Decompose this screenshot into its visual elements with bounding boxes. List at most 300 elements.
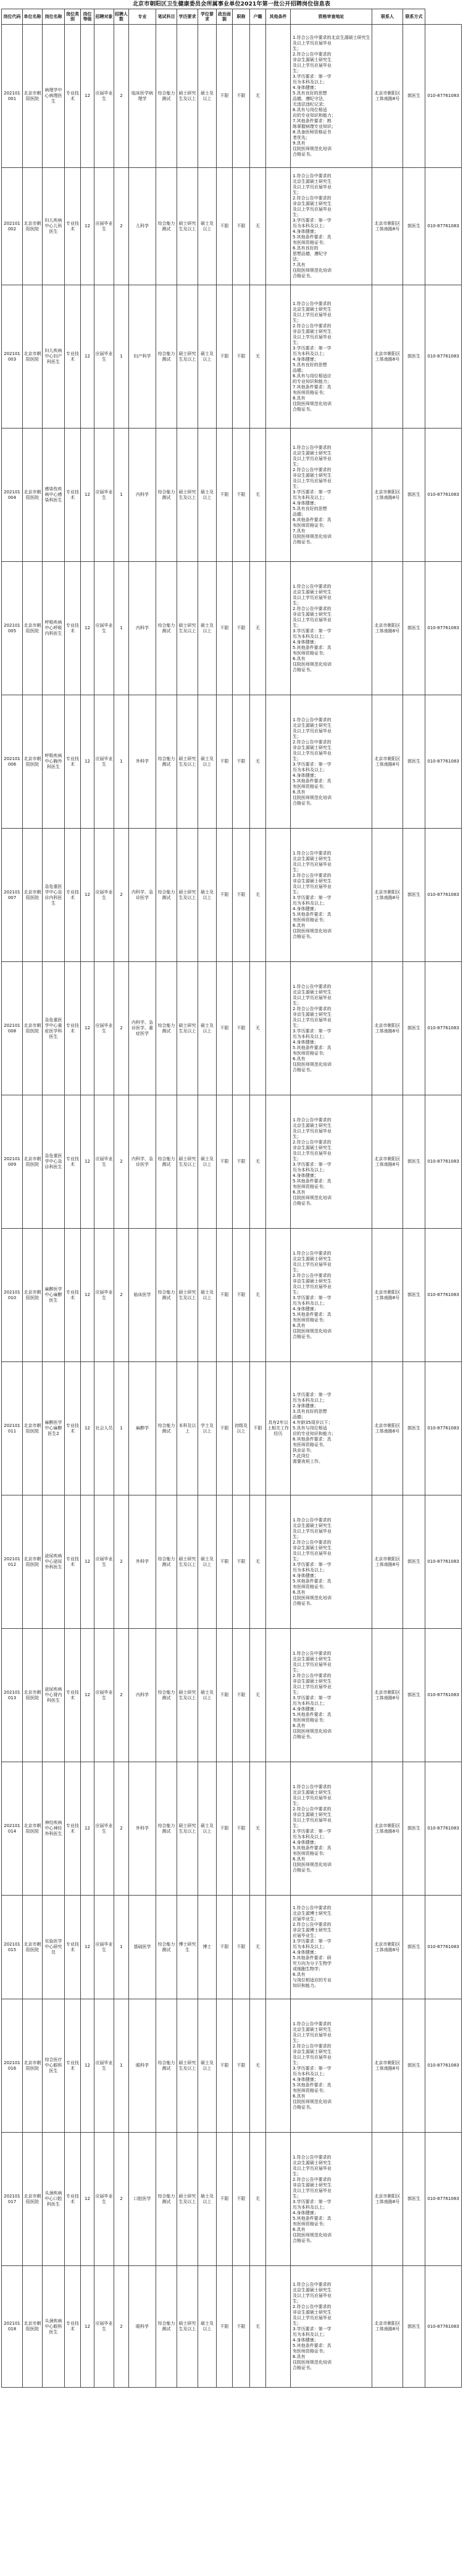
cell-requirements xyxy=(291,695,372,829)
cell-contact-person: 郭医生 xyxy=(403,1896,425,1999)
requirement-line: 知识和能力。 xyxy=(293,1983,319,1988)
requirement-line: 1.符合公告中要求的北京生源硕士研究生 xyxy=(293,35,370,40)
requirement-line: 住院医师规范化培训 xyxy=(293,1595,332,1600)
requirement-line: 5.其他条件要求：具 xyxy=(293,1845,332,1850)
cell-phone: 010-87761083 xyxy=(425,25,462,168)
requirement-line: 非京生源硕士研究生 xyxy=(293,878,332,884)
requirement-line: 合格证书。 xyxy=(293,2104,314,2110)
requirement-line: 5.其他条件要求：具 xyxy=(293,1045,332,1050)
cell-contact-person: 郭医生 xyxy=(403,168,425,285)
requirement-line: 与岗位相适应的专业 xyxy=(293,1978,332,1983)
requirement-line: 合格证书。 xyxy=(293,1734,314,1739)
requirement-line: 1.符合公告中要求的 xyxy=(293,717,332,722)
requirement-line: 及以上学历应届毕业 xyxy=(293,2054,332,2060)
table-row xyxy=(2,1762,462,1896)
requirement-line: 合格证书。 xyxy=(293,2365,314,2370)
cell-unit: 北京市朝阳医院 xyxy=(23,168,43,285)
cell-address: 北京市朝阳区工体南路8号 xyxy=(372,1095,403,1229)
cell-code: 202101001 xyxy=(2,25,23,168)
cell-count: 1 xyxy=(114,429,129,562)
requirement-line: 4.身体健康； xyxy=(293,356,319,362)
requirement-line: 生； xyxy=(293,1022,301,1028)
cell-address: 北京市朝阳区工体南路8号 xyxy=(372,285,403,429)
table-row xyxy=(2,2133,462,2266)
cell-education: 硕士研究生及以上 xyxy=(177,2133,198,2266)
requirement-line: 1.符合公告中要求的 xyxy=(293,2282,332,2287)
header-target: 招聘对象 xyxy=(94,9,114,25)
cell-post: 妇儿疾病中心儿科医生 xyxy=(43,168,65,285)
requirement-line: 历为本科及以上； xyxy=(293,1300,327,1306)
requirement-line: 非京生源硕士研究生 xyxy=(293,1545,332,1550)
requirement-line: 及以上学历应届毕业 xyxy=(293,40,332,46)
cell-post: 感染性疾病中心感染科医生 xyxy=(43,429,65,562)
requirement-line: 6.其他条件要求：具 xyxy=(293,517,332,522)
requirement-line: 9.具有 xyxy=(293,140,306,146)
cell-other xyxy=(266,1896,291,1999)
header-major: 专业 xyxy=(129,9,156,25)
requirement-line: 5.其他条件要求：具 xyxy=(293,911,332,917)
cell-other xyxy=(266,2133,291,2266)
requirement-line: 1.符合公告中要求的 xyxy=(293,1117,332,1123)
requirement-line: 7.此岗位 xyxy=(293,1453,310,1458)
cell-type: 专业技术 xyxy=(65,429,81,562)
cell-exam: 综合能力测试 xyxy=(156,829,177,962)
cell-code: 202101009 xyxy=(2,1095,23,1229)
header-level: 岗位等级 xyxy=(81,9,94,25)
requirement-line: 合格证书。 xyxy=(293,800,314,806)
requirement-line: 历为本科及以上； xyxy=(293,495,327,500)
cell-level: 12 xyxy=(81,168,94,285)
cell-requirements xyxy=(291,1495,372,1629)
requirement-line: 2.符合公告中要求的 xyxy=(293,1539,332,1545)
requirement-line: 住院医师规范化培训 xyxy=(293,533,332,539)
requirement-line: 生； xyxy=(293,68,301,73)
cell-level: 12 xyxy=(81,1999,94,2133)
table-row xyxy=(2,829,462,962)
cell-other xyxy=(266,1495,291,1629)
requirement-line: 生； xyxy=(293,1289,301,1295)
cell-politics: 不限 xyxy=(217,429,233,562)
requirement-line: 3.具有良好的思想 xyxy=(293,1409,327,1414)
requirement-line: 有医师资格证书； xyxy=(293,1717,327,1723)
cell-major: 临床医学病理学 xyxy=(129,25,156,168)
cell-exam: 综合能力测试 xyxy=(156,1229,177,1362)
requirement-line: 非京生源硕士研究生 xyxy=(293,201,332,206)
requirement-line: 2.符合公告中要求的 xyxy=(293,2043,332,2049)
requirement-line: 5.具有良好的思想 xyxy=(293,506,327,511)
cell-hukou: 无 xyxy=(250,1999,266,2133)
cell-major: 外科学 xyxy=(129,1495,156,1629)
cell-contact-person: 郭医生 xyxy=(403,2133,425,2266)
header-hukou: 户籍 xyxy=(250,9,266,25)
requirement-line: 及以上学历应届毕业 xyxy=(293,1528,332,1534)
cell-count: 1 xyxy=(114,1362,129,1495)
cell-title: 不限 xyxy=(233,1629,250,1762)
cell-degree: 硕士及以上 xyxy=(198,1095,217,1229)
cell-title: 不限 xyxy=(233,2266,250,2388)
requirement-line: 应届毕业生； xyxy=(293,1917,319,1922)
cell-type: 专业技术 xyxy=(65,1896,81,1999)
cell-title: 不限 xyxy=(233,25,250,168)
requirement-line: 6.具有 xyxy=(293,656,306,661)
cell-count: 2 xyxy=(114,829,129,962)
requirement-line: 3.学历要求：第一学 xyxy=(293,489,332,495)
cell-unit: 北京市朝阳医院 xyxy=(23,1495,43,1629)
cell-count: 1 xyxy=(114,1999,129,2133)
cell-title: 不限 xyxy=(233,2133,250,2266)
requirement-line: 4.身体健康； xyxy=(293,2076,319,2082)
cell-education: 硕士研究生及以上 xyxy=(177,1229,198,1362)
cell-major: 麻醉学 xyxy=(129,1362,156,1495)
requirement-line: 非京生源硕士研究生 xyxy=(293,745,332,750)
cell-count: 1 xyxy=(114,1896,129,1999)
recruitment-table xyxy=(1,9,462,2388)
requirement-line: 北京生源硕士研究生 xyxy=(293,856,332,861)
requirement-line: 6.具有 xyxy=(293,2227,306,2232)
cell-requirements xyxy=(291,962,372,1095)
requirement-line: 应的专业知识和能力； xyxy=(293,1431,336,1436)
requirement-line: 及以上学历应届毕业 xyxy=(293,595,332,600)
requirement-line: 住院医师规范化培训 xyxy=(293,268,332,273)
header-unit: 单位名称 xyxy=(23,9,43,25)
requirement-line: 1.符合公告中要求的 xyxy=(293,2154,332,2160)
cell-major: 外科学 xyxy=(129,1762,156,1896)
cell-post: 麻醉医学中心麻醉医生 xyxy=(43,1229,65,1362)
cell-title: 不限 xyxy=(233,1095,250,1229)
cell-major: 儿科学 xyxy=(129,168,156,285)
requirement-line: 住院医师规范化培训 xyxy=(293,2232,332,2238)
requirement-line: 历为本科及以上； xyxy=(293,900,327,906)
cell-phone: 010-87761083 xyxy=(425,1495,462,1629)
requirement-line: 有医师资格证书； xyxy=(293,1584,327,1589)
cell-target: 应届毕业生 xyxy=(94,168,114,285)
cell-address: 北京市朝阳区工体南路8号 xyxy=(372,1495,403,1629)
cell-education: 硕士研究生及以上 xyxy=(177,285,198,429)
requirement-line: 及以上学历应届毕业 xyxy=(293,1261,332,1267)
requirement-line: 合格证书。 xyxy=(293,1200,314,1206)
requirement-line: 品德； xyxy=(293,367,306,373)
requirement-line: 3.学历要求：第一学 xyxy=(293,73,332,79)
cell-education: 硕士研究生及以上 xyxy=(177,1495,198,1629)
cell-target: 应届毕业生 xyxy=(94,2133,114,2266)
cell-title: 不限 xyxy=(233,562,250,695)
requirement-line: 2.符合公告中要求的 xyxy=(293,51,332,57)
requirement-line: 合格证书。 xyxy=(293,1867,314,1873)
cell-unit: 北京市朝阳医院 xyxy=(23,962,43,1095)
cell-hukou: 无 xyxy=(250,285,266,429)
requirement-line: 历为本科及以上； xyxy=(293,767,327,772)
cell-exam: 综合能力测试 xyxy=(156,25,177,168)
cell-count: 2 xyxy=(114,1229,129,1362)
cell-title: 不限 xyxy=(233,1999,250,2133)
requirement-line: 及以上学历应届毕业 xyxy=(293,1550,332,1556)
requirement-line: 品德； xyxy=(293,511,306,517)
cell-target: 社会人员 xyxy=(94,1362,114,1495)
requirement-line: 生； xyxy=(293,600,301,606)
cell-phone: 010-87761083 xyxy=(425,1362,462,1495)
requirement-line: 及以上学历应届毕业 xyxy=(293,312,332,317)
cell-degree: 硕士及以上 xyxy=(198,25,217,168)
cell-address: 北京市朝阳区工体南路8号 xyxy=(372,2133,403,2266)
header-degree: 学位要求 xyxy=(198,9,217,25)
requirement-line: 北京生源硕士研究生 xyxy=(293,589,332,595)
cell-target: 应届毕业生 xyxy=(94,25,114,168)
cell-post: 头颈疾病中心眼科医生 xyxy=(43,2266,65,2388)
cell-major: 内科学、急诊医学 xyxy=(129,1095,156,1229)
cell-hukou: 无 xyxy=(250,829,266,962)
requirement-line: 生； xyxy=(293,1156,301,1161)
cell-level: 12 xyxy=(81,2266,94,2388)
cell-exam: 综合能力测试 xyxy=(156,1762,177,1896)
requirement-line: 7.具有 xyxy=(293,262,306,267)
cell-exam: 综合能力测试 xyxy=(156,1896,177,1999)
requirement-line: 6.具有 xyxy=(293,1189,306,1195)
cell-count: 2 xyxy=(114,168,129,285)
cell-level: 12 xyxy=(81,1495,94,1629)
header-requirements: 资格审查地址 xyxy=(291,9,372,25)
cell-education: 硕士研究生及以上 xyxy=(177,1629,198,1762)
cell-contact-person: 郭医生 xyxy=(403,1229,425,1362)
cell-type: 专业技术 xyxy=(65,25,81,168)
cell-major: 内科学、急诊医学 xyxy=(129,829,156,962)
cell-degree: 硕士及以上 xyxy=(198,1999,217,2133)
header-exam: 笔试科目 xyxy=(156,9,177,25)
requirement-line: 北京生源硕士研究生 xyxy=(293,722,332,728)
requirement-line: 3.学历要求：第一学 xyxy=(293,2065,332,2071)
requirement-line: 及以上学历应届毕业 xyxy=(293,1684,332,1689)
requirement-line: 者优先； xyxy=(293,135,310,140)
cell-title: 不限 xyxy=(233,429,250,562)
requirement-line: 1.符合公告中要求的 xyxy=(293,1250,332,1256)
requirement-line: 生； xyxy=(293,2038,301,2043)
cell-count: 2 xyxy=(114,962,129,1095)
cell-education: 硕士研究生及以上 xyxy=(177,695,198,829)
requirement-line: 生； xyxy=(293,2171,301,2177)
cell-phone: 010-87761083 xyxy=(425,562,462,695)
cell-contact-person: 郭医生 xyxy=(403,2266,425,2388)
requirement-line: 2.身体健康； xyxy=(293,1403,319,1408)
header-other: 其他条件 xyxy=(266,9,291,25)
header-politics: 政治面貌 xyxy=(217,9,233,25)
requirement-line: 非京生源硕士研究生 xyxy=(293,1011,332,1017)
cell-exam: 综合能力测试 xyxy=(156,962,177,1095)
requirement-line: 生； xyxy=(293,190,301,195)
requirement-line: 非京生源硕士研究生 xyxy=(293,2049,332,2054)
table-row xyxy=(2,1229,462,1362)
cell-type: 专业技术 xyxy=(65,2266,81,2388)
requirement-line: 6.具有 xyxy=(293,2354,306,2359)
requirement-line: 5.其他条件要求：具 xyxy=(293,778,332,784)
requirement-line: 1.符合公告中要求的 xyxy=(293,2021,332,2026)
requirement-line: 及以上学历应届毕业 xyxy=(293,884,332,889)
cell-count: 1 xyxy=(114,285,129,429)
cell-hukou: 无 xyxy=(250,562,266,695)
cell-count: 1 xyxy=(114,562,129,695)
requirement-line: 住院医师规范化培训 xyxy=(293,1328,332,1334)
cell-exam: 综合能力测试 xyxy=(156,1362,177,1495)
requirement-line: 4.身体健康； xyxy=(293,2210,319,2215)
requirement-line: 3.学历要求：第一学 xyxy=(293,628,332,634)
requirement-line: 及以上学历应届毕业 xyxy=(293,2032,332,2038)
cell-phone: 010-87761083 xyxy=(425,1629,462,1762)
requirement-line: 住院医师规范化培训 xyxy=(293,146,332,151)
cell-type: 专业技术 xyxy=(65,1229,81,1362)
cell-type: 专业技术 xyxy=(65,695,81,829)
cell-major: 基础医学 xyxy=(129,1896,156,1999)
cell-politics: 不限 xyxy=(217,2133,233,2266)
table-body xyxy=(2,25,462,2388)
cell-target: 应届毕业生 xyxy=(94,1095,114,1229)
cell-address: 北京市朝阳区工体南路8号 xyxy=(372,562,403,695)
requirement-line: 4.身体健康； xyxy=(293,639,319,645)
cell-target: 应届毕业生 xyxy=(94,1762,114,1896)
cell-type: 专业技术 xyxy=(65,1999,81,2133)
requirement-line: 历为本科及以上； xyxy=(293,1944,327,1949)
requirement-line: 合格证书。 xyxy=(293,406,314,412)
requirement-line: 合格证书。 xyxy=(293,274,314,278)
requirement-line: 5.其他条件要求：具 xyxy=(293,235,332,240)
requirement-line: 合格证书。 xyxy=(293,667,314,672)
cell-major: 内科学 xyxy=(129,429,156,562)
requirement-line: 1.符合公告中要求的 xyxy=(293,1905,332,1910)
cell-post: 泌尿疾病中心肾内科医生 xyxy=(43,1629,65,1762)
cell-exam: 综合能力测试 xyxy=(156,168,177,285)
requirement-line: 及以上学历应届毕业 xyxy=(293,334,332,340)
requirement-line: 生； xyxy=(293,317,301,323)
cell-politics: 不限 xyxy=(217,562,233,695)
requirement-line: 6.具有 xyxy=(293,1323,306,1328)
cell-type: 专业技术 xyxy=(65,962,81,1095)
table-row xyxy=(2,1629,462,1762)
cell-major: 妇产科学 xyxy=(129,285,156,429)
cell-requirements xyxy=(291,1362,372,1495)
cell-requirements xyxy=(291,829,372,962)
cell-type: 专业技术 xyxy=(65,2133,81,2266)
cell-unit: 北京市朝阳医院 xyxy=(23,1896,43,1999)
requirement-line: 4.年龄35周岁以下； xyxy=(293,1420,333,1425)
requirement-line: 生； xyxy=(293,1134,301,1139)
table-header xyxy=(2,9,462,25)
requirement-line: 非京生源硕士研究生 xyxy=(293,1678,332,1684)
cell-degree: 硕士及以上 xyxy=(198,829,217,962)
cell-type: 专业技术 xyxy=(65,1095,81,1229)
requirement-line: 历为本科及以上； xyxy=(293,351,327,356)
cell-degree: 博士 xyxy=(198,1896,217,1999)
requirement-line: 1.学历要求：第一学 xyxy=(293,1392,332,1397)
cell-other xyxy=(266,1095,291,1229)
requirement-line: 3.学历要求：第一学 xyxy=(293,1028,332,1034)
cell-address: 北京市朝阳区工体南路8号 xyxy=(372,1999,403,2133)
cell-phone: 010-87761083 xyxy=(425,429,462,562)
cell-education: 硕士研究生及以上 xyxy=(177,1095,198,1229)
requirement-line: 历为本科及以上； xyxy=(293,2204,327,2210)
requirement-line: 1.符合公告中要求的 xyxy=(293,174,332,178)
cell-address: 北京市朝阳区工体南路8号 xyxy=(372,1762,403,1896)
cell-exam: 综合能力测试 xyxy=(156,1999,177,2133)
requirement-line: 及以上学历应届毕业 xyxy=(293,1662,332,1667)
requirement-line: 3.学历要求：第一学 xyxy=(293,1939,332,1944)
cell-other xyxy=(266,429,291,562)
requirement-line: 6.具有 xyxy=(293,922,306,928)
requirement-line: 2.符合公告中要求的 xyxy=(293,1273,332,1278)
requirement-line: 及以上学历应届毕业 xyxy=(293,1150,332,1156)
cell-other xyxy=(266,962,291,1095)
cell-code: 202101012 xyxy=(2,1495,23,1629)
cell-title: 不限 xyxy=(233,1896,250,1999)
cell-degree: 硕士及以上 xyxy=(198,962,217,1095)
requirement-line: 北京生源硕士研究生 xyxy=(293,450,332,456)
requirement-line: 住院医师规范化培训 xyxy=(293,401,332,406)
cell-code: 202101014 xyxy=(2,1762,23,1896)
cell-politics: 不限 xyxy=(217,168,233,285)
requirement-line: 非京生源硕士研究生 xyxy=(293,1278,332,1284)
cell-code: 202101003 xyxy=(2,285,23,429)
requirement-line: 2.符合公告中要求的 xyxy=(293,606,332,611)
cell-hukou: 无 xyxy=(250,429,266,562)
requirement-line: 及以上学历应届毕业 xyxy=(293,995,332,1000)
cell-other xyxy=(266,695,291,829)
requirement-line: 非京生源硕士研究生 xyxy=(293,611,332,617)
requirement-line: 及以上学历应届毕业 xyxy=(293,617,332,622)
requirement-line: 2.符合公告中要求的 xyxy=(293,872,332,878)
cell-title: 不限 xyxy=(233,695,250,829)
requirement-line: 1.符合公告中要求的 xyxy=(293,850,332,856)
cell-other xyxy=(266,168,291,285)
cell-contact-person: 郭医生 xyxy=(403,429,425,562)
requirement-line: 5.其他条件要求：具 xyxy=(293,1578,332,1584)
cell-target: 应届毕业生 xyxy=(94,562,114,695)
cell-hukou: 不限 xyxy=(250,1362,266,1495)
requirement-line: 6.具有良好的 xyxy=(293,246,319,251)
cell-target: 应届毕业生 xyxy=(94,829,114,962)
cell-politics: 不限 xyxy=(217,1999,233,2133)
requirement-line: 2.符合公告中要求的 xyxy=(293,1139,332,1145)
table-row xyxy=(2,562,462,695)
requirement-line: 4.身体健康； xyxy=(293,500,319,506)
cell-level: 12 xyxy=(81,962,94,1095)
cell-contact-person: 郭医生 xyxy=(403,1362,425,1495)
requirement-line: 3.学历要求：第一学 xyxy=(293,2327,332,2331)
requirement-line: 1.符合公告中要求的 xyxy=(293,583,332,589)
cell-code: 202101010 xyxy=(2,1229,23,1362)
cell-other xyxy=(266,562,291,695)
cell-other xyxy=(266,1229,291,1362)
requirement-line: 历为本科及以上； xyxy=(293,2071,327,2076)
cell-post: 神经疾病中心神经外科医生 xyxy=(43,1762,65,1896)
cell-count: 2 xyxy=(114,1095,129,1229)
cell-unit: 北京市朝阳医院 xyxy=(23,562,43,695)
cell-phone: 010-87761083 xyxy=(425,2266,462,2388)
requirement-line: 住院医师规范化培训 xyxy=(293,2099,332,2104)
cell-code: 202101006 xyxy=(2,695,23,829)
requirement-line: 历为本科及以上； xyxy=(293,1834,327,1839)
cell-politics: 不限 xyxy=(217,1896,233,1999)
cell-other: 具有2年以上相关工作经历 xyxy=(266,1362,291,1495)
requirement-line: 有医师资格证书； xyxy=(293,1184,327,1189)
requirement-line: 需要夜班工作。 xyxy=(293,1459,323,1464)
requirement-line: 及以上学历应届毕业 xyxy=(293,1284,332,1289)
cell-type: 专业技术 xyxy=(65,829,81,962)
requirement-line: 品德，遵纪守法， xyxy=(293,96,327,101)
requirement-line: 合格证书。 xyxy=(293,539,314,545)
requirement-line: 4.身体健康； xyxy=(293,85,319,90)
cell-code: 202101013 xyxy=(2,1629,23,1762)
cell-unit: 北京市朝阳医院 xyxy=(23,285,43,429)
requirement-line: 及以上学历应届毕业 xyxy=(293,2188,332,2193)
cell-contact-person: 郭医生 xyxy=(403,695,425,829)
requirement-line: 执业证书； xyxy=(293,1448,314,1453)
cell-hukou: 无 xyxy=(250,1229,266,1362)
